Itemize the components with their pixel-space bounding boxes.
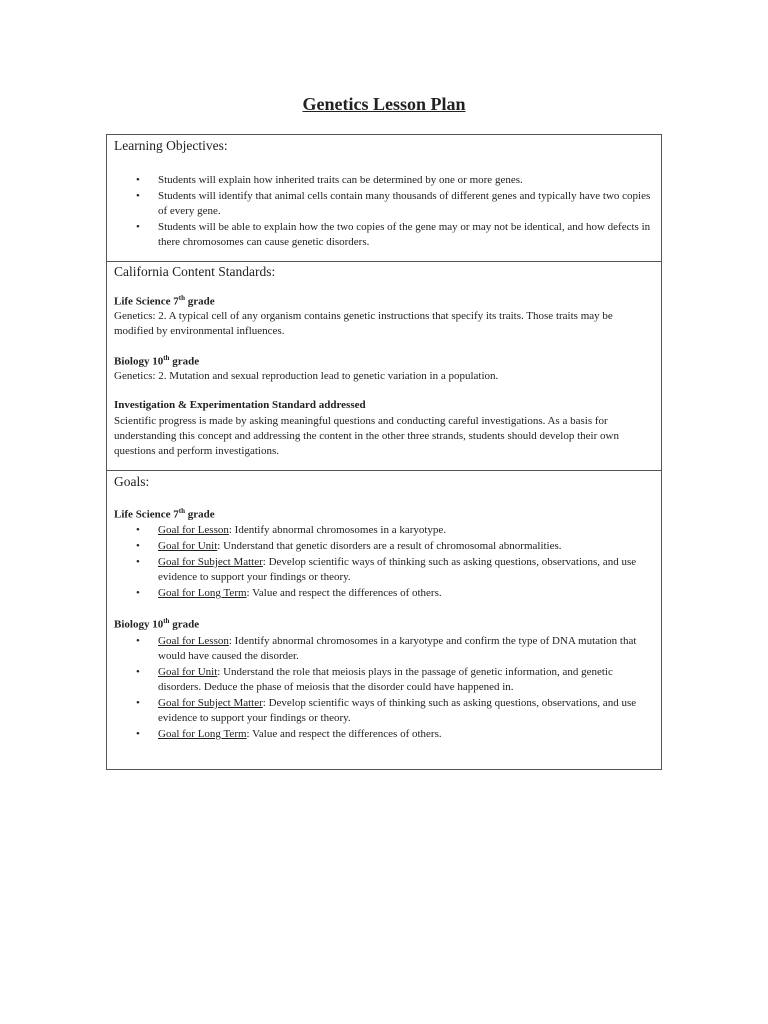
page-title: Genetics Lesson Plan xyxy=(302,94,466,114)
list-item: • Goal for Lesson: Identify abnormal chromosomes in a karyotype. xyxy=(107,523,655,538)
life-science-standard-heading: Life Science 7th grade xyxy=(114,294,215,308)
investigation-standard-text: Scientific progress is made by asking meaningful questions and conducting careful investigations. As a basis for understanding this concept and addressing the content in the other three strands, students should develop their own questions and perform investigations. xyxy=(114,415,619,457)
biology-goals-list xyxy=(107,634,655,743)
objectives-list xyxy=(107,173,655,251)
goals-section xyxy=(107,471,661,769)
life-science-goals-heading: Life Science 7th grade xyxy=(114,507,215,521)
list-item: • Goal for Unit: Understand that genetic disorders are a result of chromosomal abnormalities. xyxy=(107,539,655,554)
list-item: • Goal for Lesson: Identify abnormal chromosomes in a karyotype and confirm the type of DNA mutation that would have caused the disorder. xyxy=(107,634,655,664)
learning-objectives-heading: Learning Objectives: xyxy=(114,138,228,153)
life-science-goals-list xyxy=(107,523,655,602)
list-item: • Students will identify that animal cells contain many thousands of different genes and typically have two copies of every gene. xyxy=(107,189,655,219)
learning-objectives-section xyxy=(107,135,661,262)
list-item: • Goal for Long Term: Value and respect the differences of others. xyxy=(107,727,655,742)
list-item: • Students will explain how inherited traits can be determined by one or more genes. xyxy=(107,173,655,188)
list-item: • Goal for Long Term: Value and respect the differences of others. xyxy=(107,586,655,601)
list-item: • Goal for Unit: Understand the role that meiosis plays in the passage of genetic information, and genetic disorders. Deduce the phase of meiosis that the disorder could have happened in. xyxy=(107,665,655,695)
investigation-standard-heading: Investigation & Experimentation Standard addressed xyxy=(114,399,366,411)
content-standards-heading: California Content Standards: xyxy=(114,264,276,279)
life-science-standard-text: Genetics: 2. A typical cell of any organism contains genetic instructions that specify its traits. Those traits may be modified by environmental influences. xyxy=(114,310,613,337)
biology-standard-heading: Biology 10th grade xyxy=(114,354,200,368)
list-item: • Goal for Subject Matter: Develop scientific ways of thinking such as asking questions, observations, and use evidence to support your findings or theory. xyxy=(107,555,655,585)
lesson-plan-table xyxy=(106,134,662,770)
biology-goals-heading: Biology 10th grade xyxy=(114,617,200,631)
biology-standard-text: Genetics: 2. Mutation and sexual reproduction lead to genetic variation in a population. xyxy=(114,370,499,382)
goals-heading: Goals: xyxy=(114,474,150,489)
content-standards-section xyxy=(107,262,661,471)
list-item: • Students will be able to explain how the two copies of the gene may or may not be identical, and how defects in there chromosomes can cause genetic disorders. xyxy=(107,220,655,250)
list-item: • Goal for Subject Matter: Develop scientific ways of thinking such as asking questions, observations, and use evidence to support your findings or theory. xyxy=(107,696,655,726)
